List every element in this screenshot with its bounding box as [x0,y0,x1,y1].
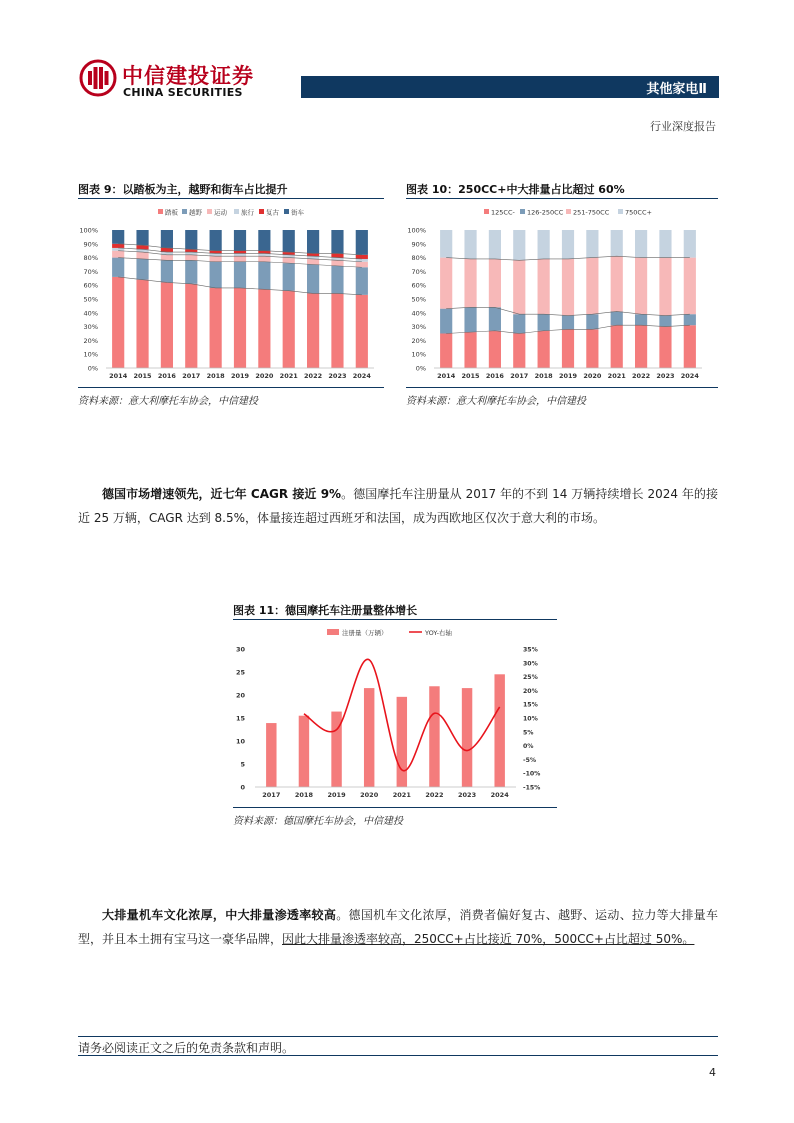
fig10-chart [406,200,718,386]
bar-2020-2 [258,256,270,262]
bar-2023-0 [331,293,343,368]
y-tick-label: 50% [411,295,426,304]
bar-2014-1 [440,309,452,334]
y-left-tick-label: 25 [235,668,245,677]
bar-2015-2 [464,259,476,307]
legend-label-1: 越野 [189,208,202,217]
legend-swatch-1 [182,209,187,214]
bar-2021-5 [283,230,295,252]
x-tick-label: 2015 [461,372,480,380]
y-left-tick-label: 20 [235,691,245,700]
y-left-tick-label: 30 [235,645,245,654]
y-tick-label: 0% [87,364,98,373]
bar-2017-1 [513,314,525,333]
bar-2016-3 [489,230,501,259]
y-right-tick-label: -15% [523,784,541,792]
x-tick-label: 2016 [157,372,176,380]
bar-2019-2 [234,256,246,262]
legend-swatch-0 [158,209,163,214]
legend-label-5: 街车 [291,208,304,217]
bar-2021-1 [611,311,623,325]
bar-2021-1 [283,263,295,291]
y-right-tick-label: 25% [523,674,538,682]
legend-label-line: YOY-右轴 [425,629,452,637]
x-tick-label: 2019 [558,372,578,380]
x-tick-label: 2023 [328,372,347,380]
y-tick-label: 60% [83,281,98,290]
logo-english-name: CHINA SECURITIES [123,86,243,99]
report-type: 行业深度报告 [650,120,716,133]
bar-2024-1 [356,267,368,295]
y-tick-label: 20% [83,336,98,345]
bar-2024-4 [356,255,368,259]
x-tick-label: 2021 [607,372,626,380]
x-tick-label: 2023 [458,791,477,799]
bar-2023-5 [331,230,343,253]
paragraph-germany-growth [78,482,718,530]
bar-2021-3 [611,230,623,256]
bar-2017-3 [513,230,525,260]
fig10-bottom-rule [406,387,718,388]
paragraph-underlined: 因此大排量渗透率较高，250CC+占比接近 70%，500CC+占比超过 50%。 [282,932,695,946]
bar-2014-3 [440,230,452,258]
bar-2021-2 [611,256,623,311]
legend-label-0: 125CC- [491,208,515,217]
fig10-source: 资料来源：意大利摩托车协会，中信建投 [406,396,586,407]
industry-category: 其他家电Ⅱ [646,82,707,97]
legend-label-4: 复古 [266,208,279,217]
fig9-bottom-rule [78,387,384,388]
x-tick-label: 2021 [392,791,411,799]
y-right-tick-label: 15% [523,701,538,709]
bar-2023-3 [659,230,671,258]
bar-2019-0 [562,329,574,368]
bar-2015-1 [136,259,148,280]
x-tick-label: 2018 [534,372,553,380]
bar-2018-0 [210,288,222,368]
bar-2016-0 [161,282,173,368]
paragraph-displacement [78,903,718,951]
company-logo-icon [79,59,117,97]
bar-2018-0 [538,331,550,368]
bar-2014-0 [440,334,452,369]
bar-2023-2 [331,260,343,266]
bar-2022-1 [307,265,319,294]
bar-2014-0 [112,277,124,368]
x-tick-label: 2024 [680,372,699,380]
fig11-bottom-rule [233,807,557,808]
y-tick-label: 40% [83,309,98,318]
bar-2022-5 [307,230,319,253]
y-tick-label: 70% [83,267,98,276]
y-right-tick-label: -5% [523,756,537,764]
bar-2015-3 [464,230,476,259]
bar-2017-0 [185,284,197,368]
footer-rule-top [78,1036,718,1037]
x-tick-label: 2014 [437,372,456,380]
header-bar [301,76,719,98]
bar-2020-0 [258,289,270,368]
bar-2020-1 [258,262,270,290]
bar-2023-1 [659,316,671,327]
bar-2020-5 [258,230,270,251]
disclaimer-link[interactable]: 请务必阅读正文之后的免责条款和声明。 [78,1041,295,1055]
bar-2018-1 [210,262,222,288]
fig11-chart [233,621,557,805]
fig11-source: 资料来源：德国摩托车协会，中信建投 [233,816,403,827]
bar-2024-1 [684,314,696,325]
bar-2023-1 [331,266,343,294]
legend-label-3: 750CC+ [625,208,652,217]
bar-2016-5 [161,230,173,248]
y-tick-label: 50% [83,295,98,304]
bar-2018-5 [210,230,222,251]
y-tick-label: 20% [411,336,426,345]
x-tick-label: 2020 [583,372,602,380]
bar-2018-2 [210,256,222,262]
bar-2024-0 [684,325,696,368]
legend-label-1: 126-250CC [527,208,564,217]
y-right-tick-label: 0% [523,743,534,751]
legend-swatch-2 [566,209,571,214]
legend-swatch-3 [618,209,623,214]
y-tick-label: 30% [83,323,98,332]
bar-2016-0 [489,331,501,368]
y-tick-label: 100% [79,226,98,235]
y-tick-label: 60% [411,281,426,290]
bar-2020-1 [586,314,598,329]
bar-2022-0 [635,325,647,368]
bar-2019-5 [234,230,246,251]
bar-2022-1 [635,314,647,325]
x-tick-label: 2017 [510,372,529,380]
x-tick-label: 2023 [656,372,675,380]
paragraph-body: 。德国摩托车注册量从 2017 年的不到 14 万辆持续增长 2024 年的接近 25 万辆，CAGR 达到 8.5%，体量接连超过西班牙和法国，成为西欧地区仅次于意大利的市场。 [78,487,718,525]
fig9-top-rule [78,198,384,199]
x-tick-label: 2022 [632,372,651,380]
bar-2020 [364,688,374,787]
x-tick-label: 2024 [490,791,509,799]
y-left-tick-label: 10 [235,737,245,746]
bar-2024 [494,674,504,787]
legend-label-0: 踏板 [165,208,178,217]
y-tick-label: 0% [415,364,426,373]
bar-2016-2 [489,259,501,307]
y-tick-label: 80% [411,254,426,263]
x-tick-label: 2015 [133,372,152,380]
bar-2018-1 [538,314,550,331]
bar-2022-2 [307,259,319,265]
bar-2024-3 [684,230,696,258]
bar-2018 [299,716,309,787]
y-right-tick-label: 20% [523,687,538,695]
bar-2015-1 [464,307,476,332]
legend-label-3: 旅行 [241,208,254,217]
bar-2017-1 [185,260,197,283]
legend-swatch-1 [520,209,525,214]
y-right-tick-label: 10% [523,715,538,723]
fig11-top-rule [233,619,557,620]
fig10-title: 图表 10：250CC+中大排量占比超过 60% [406,183,625,196]
bar-2019-1 [562,316,574,330]
bar-2022-3 [635,230,647,258]
bar-2017-5 [185,230,197,249]
bar-2022-0 [307,293,319,368]
bar-2019-3 [234,253,246,256]
legend-swatch-2 [207,209,212,214]
y-left-tick-label: 15 [235,714,245,723]
legend-swatch-5 [284,209,289,214]
bar-2014-4 [112,244,124,248]
bar-2015-5 [136,230,148,245]
fig9-title: 图表 9：以踏板为主，越野和街车占比提升 [78,183,288,196]
y-tick-label: 10% [83,350,98,359]
bar-2024-0 [356,295,368,368]
y-tick-label: 70% [411,267,426,276]
x-tick-label: 2018 [294,791,313,799]
bar-2019-2 [562,259,574,316]
legend-label-2: 运动 [214,208,227,217]
paragraph-lead: 大排量机车文化浓厚，中大排量渗透率较高 [102,908,337,922]
page-number: 4 [709,1066,716,1079]
bar-2014-2 [440,258,452,309]
bar-2019-3 [562,230,574,259]
bar-2023-2 [659,258,671,316]
fig10-top-rule [406,198,718,199]
x-tick-label: 2022 [304,372,323,380]
x-tick-label: 2024 [352,372,371,380]
bar-2023 [462,688,472,787]
bar-2020-0 [586,329,598,368]
bar-2014-1 [112,258,124,277]
paragraph-body: 。德国机车文化浓厚，消费者偏好复古、越野、运动、拉力等大排量车型，并且本土拥有宝马这一豪华品牌， [78,908,718,946]
y-tick-label: 10% [411,350,426,359]
x-tick-label: 2020 [255,372,274,380]
y-left-tick-label: 5 [240,760,245,769]
bar-2018-2 [538,259,550,314]
fig11-title: 图表 11：德国摩托车注册量整体增长 [233,604,418,617]
x-tick-label: 2014 [109,372,128,380]
y-tick-label: 90% [411,240,426,249]
y-right-tick-label: -10% [523,770,541,778]
fig9-source: 资料来源：意大利摩托车协会，中信建投 [78,396,258,407]
y-right-tick-label: 35% [523,646,538,654]
x-tick-label: 2017 [262,791,281,799]
bar-2015-0 [464,332,476,368]
paragraph-lead: 德国市场增速领先，近七年 CAGR 接近 9% [102,487,342,501]
x-tick-label: 2020 [360,791,379,799]
y-left-tick-label: 0 [240,783,245,792]
x-tick-label: 2021 [279,372,298,380]
legend-swatch-0 [484,209,489,214]
bar-2014-2 [112,251,124,258]
bar-2022 [429,686,439,787]
y-right-tick-label: 30% [523,660,538,668]
y-tick-label: 30% [411,323,426,332]
bar-2021-0 [283,291,295,368]
legend-swatch-3 [234,209,239,214]
bar-2017 [266,723,276,787]
legend-swatch-4 [259,209,264,214]
bar-2016-1 [489,307,501,330]
bar-2024-2 [356,262,368,268]
bar-2017-2 [185,255,197,261]
bar-2018-3 [538,230,550,259]
bar-2015-0 [136,280,148,368]
bar-2019-4 [234,251,246,254]
bar-2019-1 [234,262,246,288]
y-tick-label: 90% [83,240,98,249]
bar-2015-2 [136,252,148,259]
logo-chinese-name: 中信建投证券 [122,64,254,88]
bar-2019-0 [234,288,246,368]
bar-2016-1 [161,260,173,282]
bar-2021-2 [283,258,295,264]
legend-label-2: 251-750CC [573,208,610,217]
bar-2014-5 [112,230,124,244]
bar-2021-0 [611,325,623,368]
y-right-tick-label: 5% [523,729,534,737]
bar-2020-2 [586,258,598,315]
x-tick-label: 2018 [206,372,225,380]
bar-2023-0 [659,327,671,368]
footer-rule-bottom [78,1055,718,1056]
y-tick-label: 100% [407,226,426,235]
x-tick-label: 2019 [230,372,250,380]
bar-2024-5 [356,230,368,255]
x-tick-label: 2022 [425,791,444,799]
fig9-chart [78,200,384,386]
bar-2020-3 [586,230,598,258]
bar-2017-0 [513,334,525,369]
bar-2024-2 [684,258,696,315]
x-tick-label: 2016 [485,372,504,380]
legend-swatch-bar [327,629,339,635]
legend-label-bar: 注册量（万辆） [342,629,388,637]
x-tick-label: 2017 [182,372,201,380]
y-tick-label: 80% [83,254,98,263]
bar-2023-4 [331,253,343,257]
bar-2016-2 [161,255,173,261]
x-tick-label: 2019 [327,791,346,799]
bar-2021 [397,697,407,787]
bar-2022-2 [635,258,647,315]
y-tick-label: 40% [411,309,426,318]
bar-2017-2 [513,260,525,314]
